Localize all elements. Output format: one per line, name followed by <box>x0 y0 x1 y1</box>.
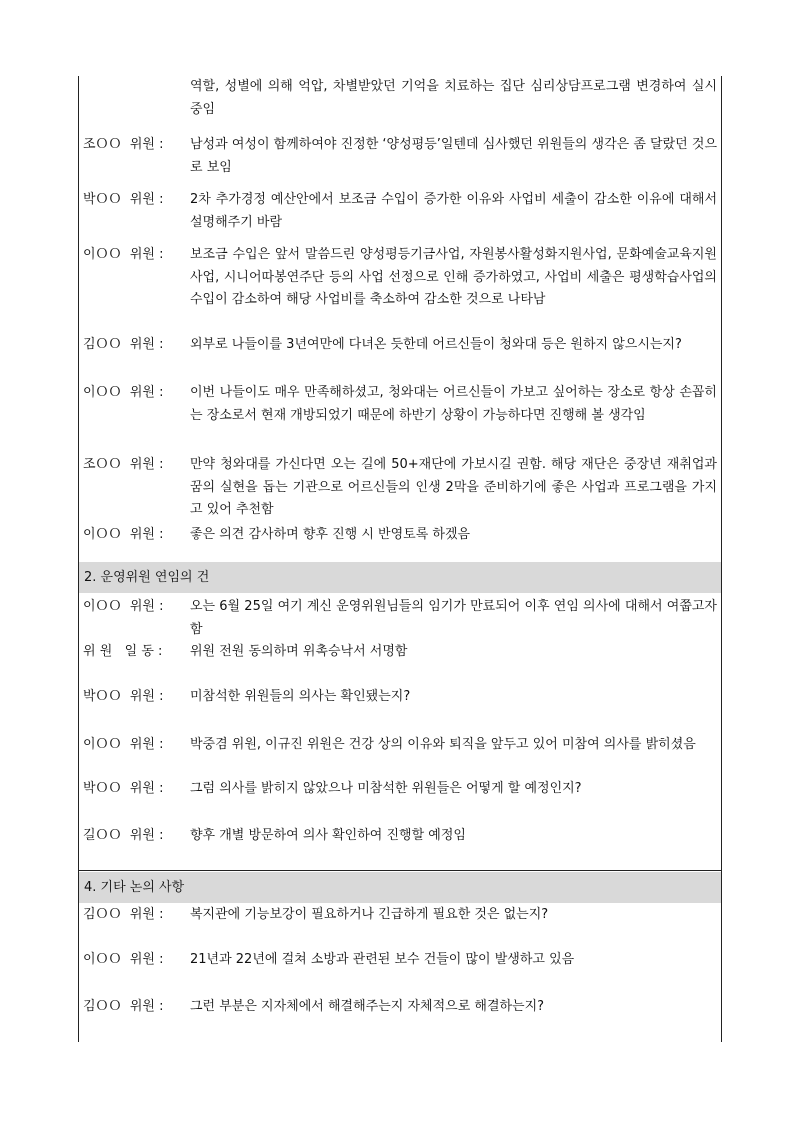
speaker-label: 조ＯＯ 위원 : <box>83 137 164 152</box>
entry-text: 만약 청와대를 가신다면 오는 길에 50+재단에 가보시길 권함. 해당 재단은 중장년 재취업과 꿈의 실현을 돕는 기관으로 어르신들의 인생 2막을 준비하기에 좋은 사업과 프로그램을 가지고 있어 추천함 <box>190 457 717 517</box>
speaker-label: 이ＯＯ 위원 : <box>83 247 164 262</box>
entry-text: 좋은 의견 감사하며 향후 진행 시 반영토록 하겠음 <box>190 527 471 542</box>
entry-text: 외부로 나들이를 3년여만에 다녀온 듯한데 어르신들이 청와대 등은 원하지 않으시는지? <box>190 337 682 352</box>
section-header: 4. 기타 논의 사항 <box>79 872 721 903</box>
speaker-label: 김ＯＯ 위원 : <box>83 999 164 1014</box>
speaker-label: 박ＯＯ 위원 : <box>83 689 164 704</box>
entry-text: 이번 나들이도 매우 만족해하셨고, 청와대는 어르신들이 가보고 싶어하는 장소로 항상 손꼽히는 장소로서 현재 개방되었기 때문에 하반기 상황이 가능하다면 진행해 볼 생각임 <box>190 385 717 423</box>
entry-text: 21년과 22년에 걸쳐 소방과 관련된 보수 건들이 많이 발생하고 있음 <box>190 952 575 967</box>
entry-text: 위원 전원 동의하며 위촉승낙서 서명함 <box>190 644 408 659</box>
entry-text: 오는 6월 25일 여기 계신 운영위원님들의 임기가 만료되어 이후 연임 의사에 대해서 여쭙고자 함 <box>190 599 717 637</box>
speaker-label: 이ＯＯ 위원 : <box>83 952 164 967</box>
speaker-label: 이ＯＯ 위원 : <box>83 385 164 400</box>
entry-text: 보조금 수입은 앞서 말씀드린 양성평등기금사업, 자원봉사활성화지원사업, 문화예술교육지원사업, 시니어따봉연주단 등의 사업 선정으로 인해 증가하였고, 사업비 세출은 평생학습사업의 수입이 감소하여 해당 사업비를 축소하여 감소한 것으로 나타남 <box>190 247 717 307</box>
speaker-label: 위 원 일 동 : <box>83 644 163 659</box>
speaker-label: 김ＯＯ 위원 : <box>83 907 164 922</box>
speaker-label: 이ＯＯ 위원 : <box>83 599 164 614</box>
speaker-label: 박ＯＯ 위원 : <box>83 192 164 207</box>
entry-text: 그럼 의사를 밝히지 않았으나 미참석한 위원들은 어떻게 할 예정인지? <box>190 781 582 796</box>
entry-text: 그런 부분은 지자체에서 해결해주는지 자체적으로 해결하는지? <box>190 999 545 1014</box>
speaker-label: 길ＯＯ 위원 : <box>83 828 164 843</box>
entry-text: 박중겸 위원, 이규진 위원은 건강 상의 이유와 퇴직을 앞두고 있어 미참여 의사를 밝히셨음 <box>190 737 696 752</box>
entry-text: 미참석한 위원들의 의사는 확인됐는지? <box>190 689 411 704</box>
speaker-label: 조ＯＯ 위원 : <box>83 457 164 472</box>
entry-text: 2차 추가경정 예산안에서 보조금 수입이 증가한 이유와 사업비 세출이 감소한 이유에 대해서 설명해주기 바람 <box>190 192 717 230</box>
minutes-table <box>78 76 722 1042</box>
speaker-label: 박ＯＯ 위원 : <box>83 781 164 796</box>
entry-text: 향후 개별 방문하여 의사 확인하여 진행할 예정임 <box>190 828 466 843</box>
entry-text: 역할, 성별에 의해 억압, 차별받았던 기억을 치료하는 집단 심리상담프로그램 변경하여 실시 중임 <box>190 79 717 117</box>
speaker-label: 이ＯＯ 위원 : <box>83 527 164 542</box>
section-header: 2. 운영위원 연임의 건 <box>79 562 721 593</box>
speaker-label: 김ＯＯ 위원 : <box>83 337 164 352</box>
entry-text: 복지관에 기능보강이 필요하거나 긴급하게 필요한 것은 없는지? <box>190 907 549 922</box>
speaker-label: 이ＯＯ 위원 : <box>83 737 164 752</box>
section-divider <box>79 870 721 871</box>
entry-text: 남성과 여성이 함께하여야 진정한 ‘양성평등’일텐데 심사했던 위원들의 생각은 좀 달랐던 것으로 보임 <box>190 137 717 175</box>
